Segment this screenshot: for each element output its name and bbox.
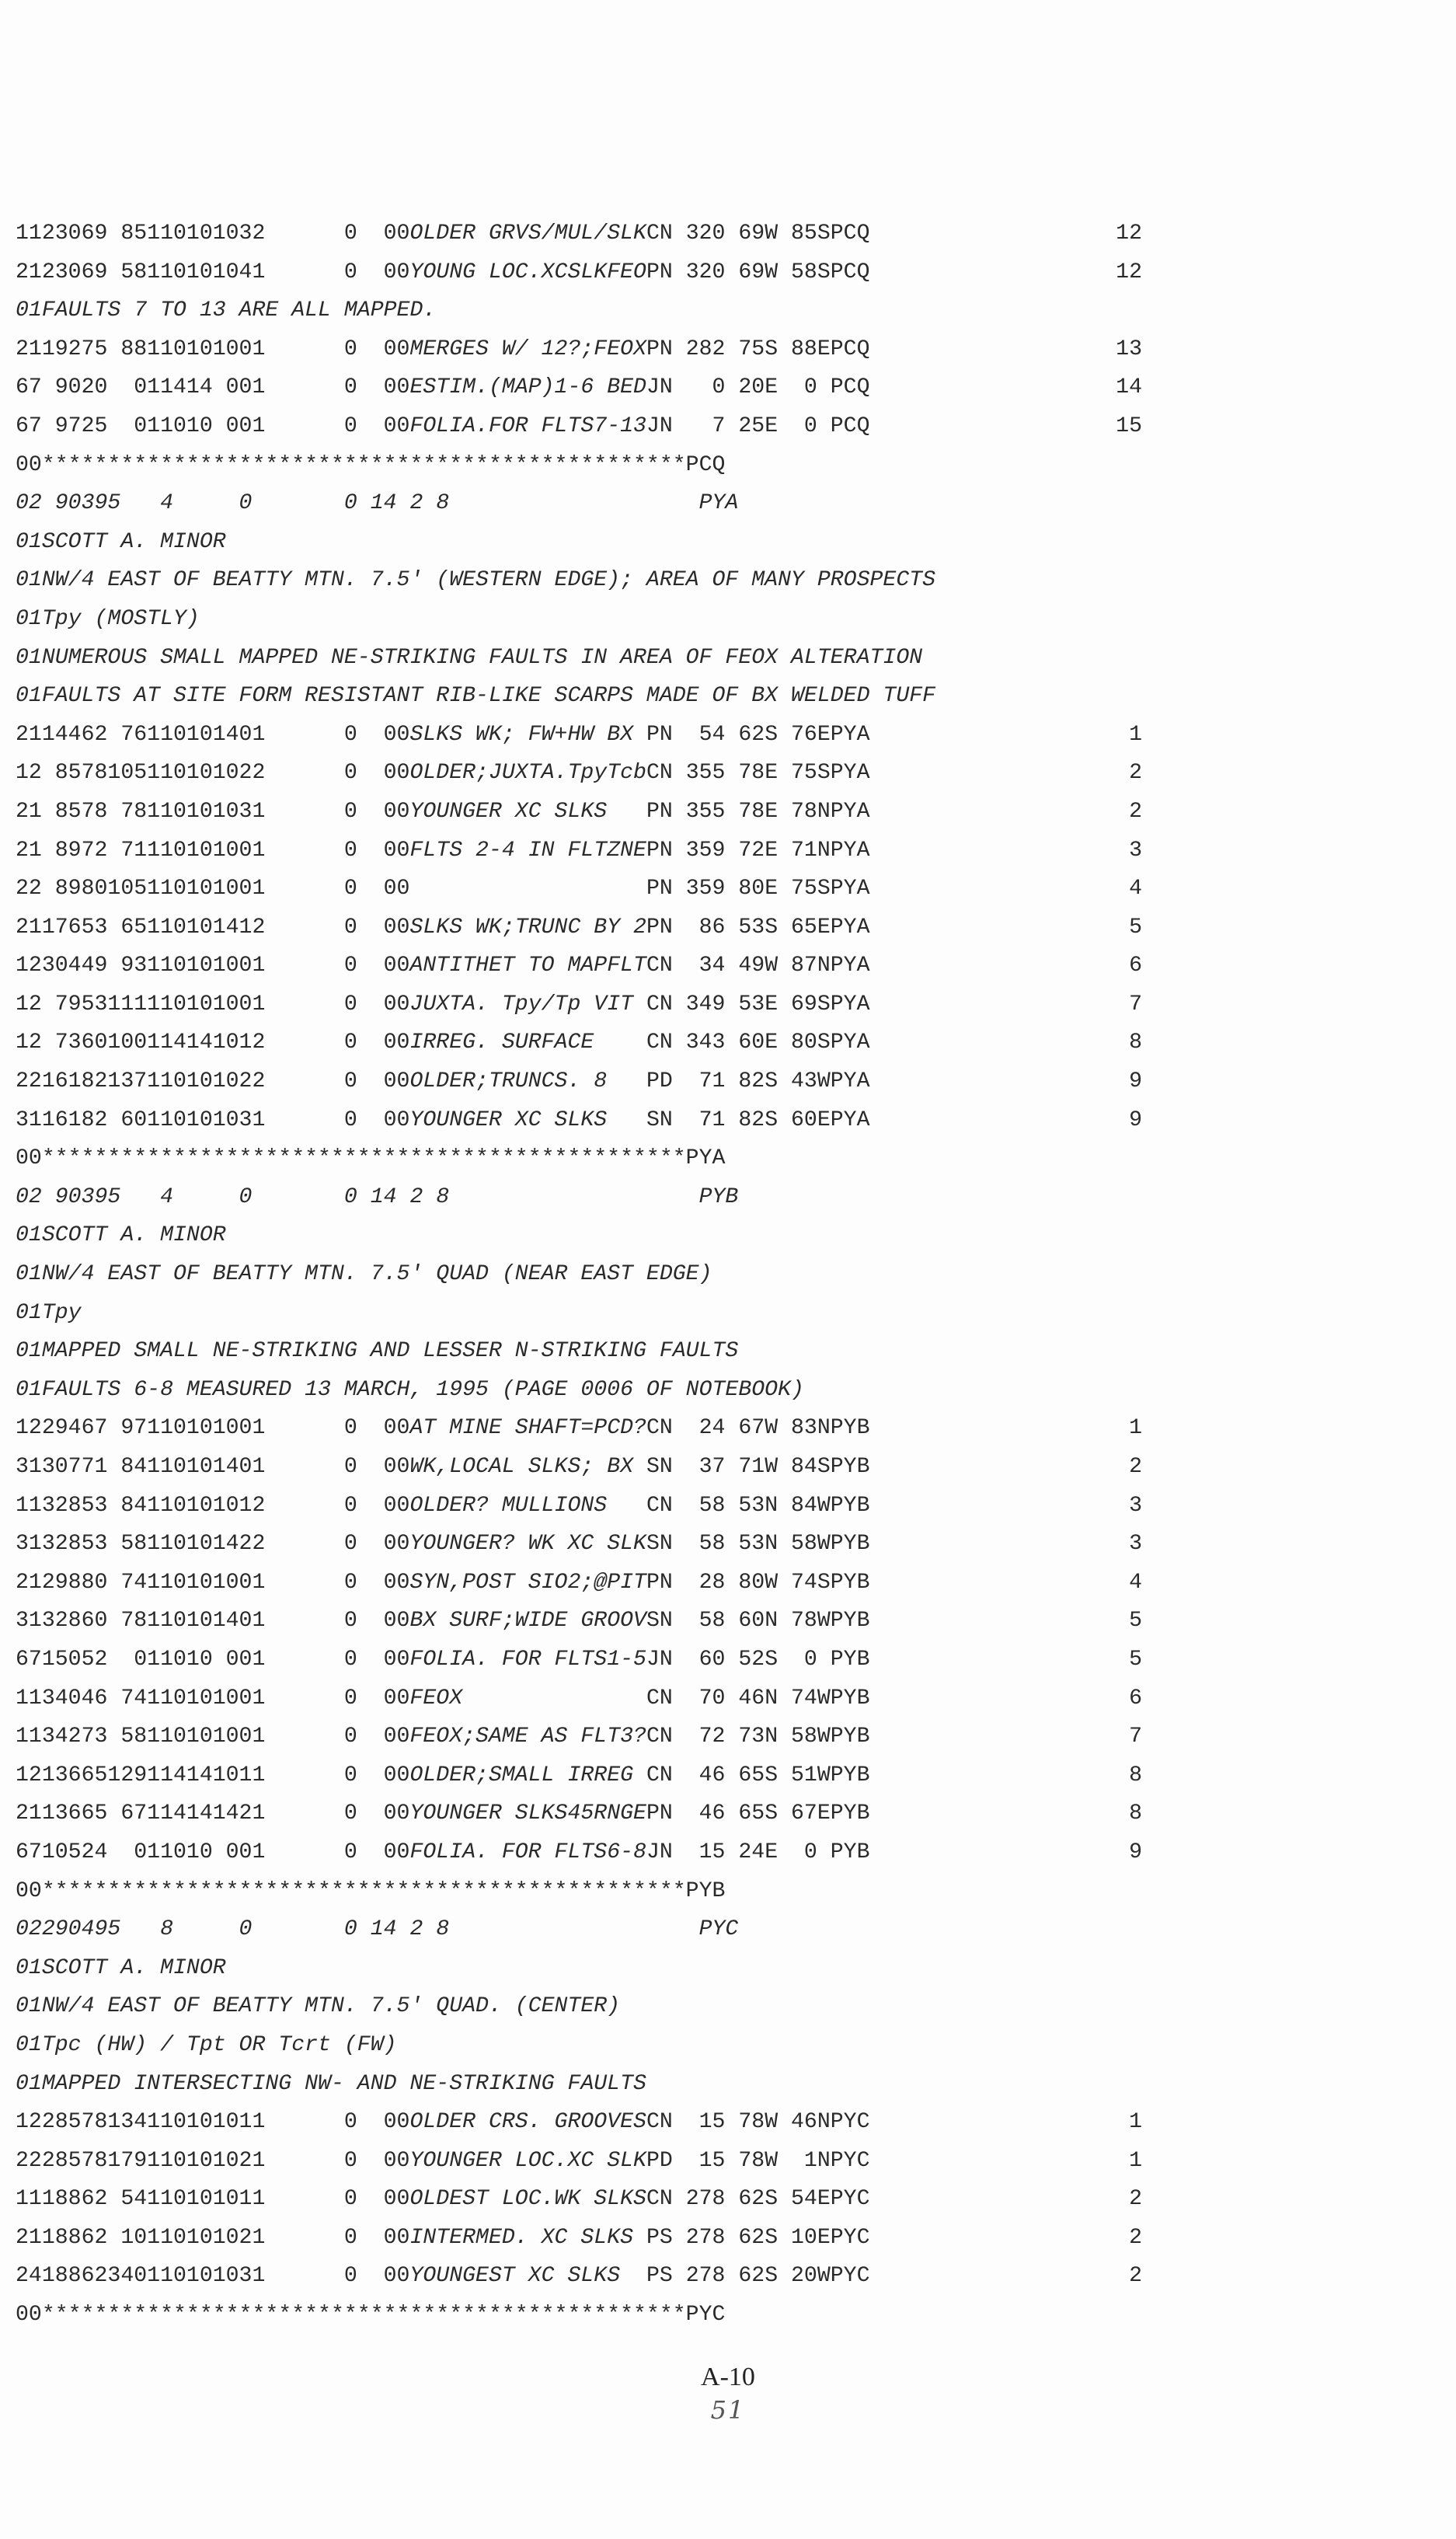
record-orientation: CN 24 67W 83NPYB (646, 1416, 870, 1441)
fault-record-row (16, 1525, 1142, 1564)
fault-number: 3 (1129, 1532, 1142, 1557)
record-codes: 2113665 67114141421 0 00 (16, 1801, 410, 1826)
fault-record-row (16, 1024, 1142, 1062)
comment-line: 01SCOTT A. MINOR (16, 1955, 226, 1980)
fault-number: 4 (1129, 1570, 1142, 1595)
fault-number: 2 (1129, 2225, 1142, 2250)
fault-data-listing (16, 214, 1142, 2335)
record-description: YOUNGER XC SLKS (409, 1107, 646, 1132)
record-codes: 1229467 97110101001 0 00 (16, 1416, 410, 1441)
record-orientation: JN 0 20E 0 PCQ (646, 375, 870, 400)
fault-number: 6 (1129, 1686, 1142, 1711)
fault-number: 8 (1129, 1801, 1142, 1826)
fault-number: 1 (1129, 1416, 1142, 1441)
record-orientation: JN 7 25E 0 PCQ (646, 413, 870, 438)
record-orientation: CN 320 69W 85SPCQ (646, 221, 870, 246)
record-orientation: PN 359 80E 75SPYA (646, 877, 870, 902)
record-description: FOLIA. FOR FLTS6-8 (409, 1840, 646, 1864)
fault-number: 9 (1129, 1840, 1142, 1864)
fault-record-row (16, 1794, 1142, 1833)
record-orientation: JN 15 24E 0 PYB (646, 1840, 870, 1864)
separator-line: 00*************************************************PCQ (16, 452, 726, 477)
fault-record-row (16, 407, 1142, 446)
record-description: JUXTA. Tpy/Tp VIT (409, 992, 646, 1017)
record-orientation: PS 278 62S 20WPYC (646, 2264, 870, 2289)
record-orientation: CN 15 78W 46NPYC (646, 2110, 870, 2135)
record-description: AT MINE SHAFT=PCD? (409, 1416, 646, 1441)
fault-number: 3 (1129, 838, 1142, 863)
comment-line: 01FAULTS AT SITE FORM RESISTANT RIB-LIKE SCARPS MADE OF BX WELDED TUFF (16, 684, 936, 709)
fault-number: 5 (1129, 915, 1142, 940)
record-description (409, 877, 646, 901)
comment-line: 01Tpy (16, 1300, 82, 1325)
record-description: OLDER;TRUNCS. 8 (409, 1069, 646, 1094)
fault-number: 1 (1129, 722, 1142, 747)
record-description: OLDEST LOC.WK SLKS (409, 2187, 646, 2212)
fault-record-row (16, 2219, 1142, 2258)
record-codes: 12 7360100114141012 0 00 (16, 1031, 410, 1055)
record-codes: 67 9725 011010 001 0 00 (16, 413, 410, 438)
record-description: INTERMED. XC SLKS (409, 2225, 646, 2250)
record-description: YOUNG LOC.XCSLKFEO (409, 260, 646, 284)
record-orientation: PN 359 72E 71NPYA (646, 838, 870, 863)
record-orientation: PN 86 53S 65EPYA (646, 915, 870, 940)
record-orientation: SN 71 82S 60EPYA (646, 1107, 870, 1132)
fault-number: 14 (1116, 375, 1142, 400)
fault-record-row (16, 793, 1142, 832)
record-description: OLDER;SMALL IRREG (409, 1763, 646, 1787)
fault-record-row (16, 754, 1142, 793)
fault-number: 7 (1129, 1725, 1142, 1749)
fault-record-row (16, 1718, 1142, 1756)
record-description: OLDER GRVS/MUL/SLK (409, 221, 646, 246)
fault-number: 12 (1116, 221, 1142, 246)
fault-number: 1 (1129, 2110, 1142, 2135)
fault-record-row (16, 2180, 1142, 2219)
record-orientation: PN 54 62S 76EPYA (646, 722, 870, 747)
record-codes: 2118862 10110101021 0 00 (16, 2225, 410, 2250)
record-codes: 2114462 76110101401 0 00 (16, 722, 410, 747)
record-description: YOUNGER? WK XC SLK (409, 1532, 646, 1557)
record-codes: 1230449 93110101001 0 00 (16, 954, 410, 978)
fault-record-row (16, 985, 1142, 1024)
fault-record-row (16, 947, 1142, 985)
fault-number: 6 (1129, 954, 1142, 978)
fault-record-row (16, 253, 1142, 292)
fault-record-row (16, 1833, 1142, 1872)
record-orientation: PD 15 78W 1NPYC (646, 2148, 870, 2173)
record-orientation: CN 278 62S 54EPYC (646, 2187, 870, 2212)
record-codes: 2129880 74110101001 0 00 (16, 1570, 410, 1595)
record-orientation: SN 58 53N 58WPYB (646, 1532, 870, 1557)
record-orientation: PN 355 78E 78NPYA (646, 799, 870, 824)
record-codes: 1228578134110101011 0 00 (16, 2110, 410, 2135)
comment-line: 02290495 8 0 0 14 2 8 PYC (16, 1917, 739, 1942)
fault-record-row (16, 716, 1142, 755)
handwritten-page-note: 51 (710, 2395, 746, 2425)
fault-record-row (16, 1679, 1142, 1718)
fault-number: 13 (1116, 337, 1142, 361)
record-orientation: CN 34 49W 87NPYA (646, 954, 870, 978)
record-description: SYN,POST SIO2;@PIT (409, 1570, 646, 1595)
comment-line: 02 90395 4 0 0 14 2 8 PYB (16, 1184, 739, 1209)
record-description: OLDER CRS. GROOVES (409, 2110, 646, 2135)
record-orientation: CN 70 46N 74WPYB (646, 1686, 870, 1711)
record-description: YOUNGER XC SLKS (409, 799, 646, 824)
record-orientation: CN 343 60E 80SPYA (646, 1031, 870, 1055)
record-orientation: CN 58 53N 84WPYB (646, 1493, 870, 1518)
comment-line: 01Tpc (HW) / Tpt OR Tcrt (FW) (16, 2032, 397, 2057)
record-description: YOUNGER LOC.XC SLK (409, 2148, 646, 2173)
record-codes: 2119275 88110101001 0 00 (16, 337, 410, 361)
record-orientation: JN 60 52S 0 PYB (646, 1647, 870, 1672)
record-codes: 2418862340110101031 0 00 (16, 2264, 410, 2289)
record-orientation: CN 355 78E 75SPYA (646, 761, 870, 786)
comment-line: 01FAULTS 6-8 MEASURED 13 MARCH, 1995 (PAGE 0006 OF NOTEBOOK) (16, 1377, 804, 1402)
comment-line: 01NW/4 EAST OF BEATTY MTN. 7.5' QUAD (NEAR EAST EDGE) (16, 1262, 712, 1287)
record-codes: 22 8980105110101001 0 00 (16, 877, 410, 902)
record-description: FOLIA. FOR FLTS1-5 (409, 1647, 646, 1672)
record-codes: 6710524 011010 001 0 00 (16, 1840, 410, 1864)
fault-number: 9 (1129, 1107, 1142, 1132)
record-description: FEOX;SAME AS FLT3? (409, 1725, 646, 1749)
fault-record-row (16, 1602, 1142, 1641)
fault-number: 5 (1129, 1609, 1142, 1634)
record-orientation: CN 349 53E 69SPYA (646, 992, 870, 1017)
record-description: OLDER? MULLIONS (409, 1493, 646, 1518)
fault-number: 9 (1129, 1069, 1142, 1094)
comment-line: 02 90395 4 0 0 14 2 8 PYA (16, 491, 739, 516)
separator-line: 00*************************************************PYC (16, 2303, 726, 2328)
record-codes: 21 8578 78110101031 0 00 (16, 799, 410, 824)
record-codes: 12 8578105110101022 0 00 (16, 761, 410, 786)
record-codes: 3116182 60110101031 0 00 (16, 1107, 410, 1132)
fault-record-row (16, 330, 1142, 369)
fault-number: 2 (1129, 761, 1142, 786)
comment-line: 01NW/4 EAST OF BEATTY MTN. 7.5' (WESTERN EDGE); AREA OF MANY PROSPECTS (16, 568, 936, 593)
record-codes: 21 8972 71110101001 0 00 (16, 838, 410, 863)
fault-record-row (16, 214, 1142, 253)
comment-line: 01SCOTT A. MINOR (16, 1223, 226, 1248)
fault-record-row (16, 1487, 1142, 1526)
record-description: WK,LOCAL SLKS; BX (409, 1455, 646, 1479)
record-codes: 2216182137110101022 0 00 (16, 1069, 410, 1094)
record-description: ANTITHET TO MAPFLT (409, 954, 646, 978)
record-codes: 3132853 58110101422 0 00 (16, 1532, 410, 1557)
comment-line: 01NW/4 EAST OF BEATTY MTN. 7.5' QUAD. (CENTER) (16, 1994, 621, 2019)
fault-number: 5 (1129, 1647, 1142, 1672)
record-codes: 1132853 84110101012 0 00 (16, 1493, 410, 1518)
record-description: MERGES W/ 12?;FEOX (409, 337, 646, 361)
record-description: SLKS WK;TRUNC BY 2 (409, 915, 646, 940)
comment-line: 01MAPPED SMALL NE-STRIKING AND LESSER N-STRIKING FAULTS (16, 1339, 739, 1364)
record-orientation: CN 46 65S 51WPYB (646, 1763, 870, 1787)
record-description: YOUNGEST XC SLKS (409, 2264, 646, 2289)
fault-record-row (16, 368, 1142, 407)
record-orientation: SN 37 71W 84SPYB (646, 1455, 870, 1479)
fault-number: 2 (1129, 799, 1142, 824)
record-orientation: PN 46 65S 67EPYB (646, 1801, 870, 1826)
fault-number: 8 (1129, 1031, 1142, 1055)
fault-record-row (16, 1564, 1142, 1603)
record-description: SLKS WK; FW+HW BX (409, 722, 646, 747)
fault-number: 2 (1129, 1455, 1142, 1479)
record-description: FOLIA.FOR FLTS7-13 (409, 413, 646, 438)
comment-line: 01MAPPED INTERSECTING NW- AND NE-STRIKING FAULTS (16, 2071, 646, 2096)
record-codes: 2228578179110101021 0 00 (16, 2148, 410, 2173)
record-codes: 67 9020 011414 001 0 00 (16, 375, 410, 400)
record-codes: 3132860 78110101401 0 00 (16, 1609, 410, 1634)
separator-line: 00*************************************************PYA (16, 1146, 726, 1171)
comment-line: 01NUMEROUS SMALL MAPPED NE-STRIKING FAULTS IN AREA OF FEOX ALTERATION (16, 645, 923, 670)
fault-record-row (16, 1448, 1142, 1487)
comment-line: 01SCOTT A. MINOR (16, 529, 226, 554)
fault-number: 1 (1129, 2148, 1142, 2173)
record-orientation: SN 58 60N 78WPYB (646, 1609, 870, 1634)
fault-record-row (16, 870, 1142, 909)
fault-record-row (16, 1101, 1142, 1140)
fault-number: 8 (1129, 1763, 1142, 1787)
record-description: ESTIM.(MAP)1-6 BED (409, 375, 646, 400)
fault-record-row (16, 1756, 1142, 1795)
record-codes: 12 7953111110101001 0 00 (16, 992, 410, 1017)
record-codes: 1213665129114141011 0 00 (16, 1763, 410, 1787)
record-codes: 1123069 85110101032 0 00 (16, 221, 410, 246)
record-description: FLTS 2-4 IN FLTZNE (409, 838, 646, 863)
fault-number: 7 (1129, 992, 1142, 1017)
record-orientation: PN 282 75S 88EPCQ (646, 337, 870, 361)
record-description: OLDER;JUXTA.TpyTcb (409, 761, 646, 786)
fault-number: 15 (1116, 413, 1142, 438)
comment-line: 01FAULTS 7 TO 13 ARE ALL MAPPED. (16, 298, 437, 323)
fault-record-row (16, 2142, 1142, 2181)
record-description: BX SURF;WIDE GROOV (409, 1609, 646, 1634)
fault-record-row (16, 1062, 1142, 1101)
fault-number: 2 (1129, 2187, 1142, 2212)
record-codes: 1118862 54110101011 0 00 (16, 2187, 410, 2212)
record-codes: 6715052 011010 001 0 00 (16, 1647, 410, 1672)
fault-record-row (16, 909, 1142, 947)
fault-record-row (16, 1641, 1142, 1679)
record-description: FEOX (409, 1686, 646, 1711)
record-orientation: PD 71 82S 43WPYA (646, 1069, 870, 1094)
fault-record-row (16, 2257, 1142, 2296)
record-codes: 3130771 84110101401 0 00 (16, 1455, 410, 1479)
record-description: YOUNGER SLKS45RNGE (409, 1801, 646, 1826)
fault-number: 4 (1129, 877, 1142, 902)
fault-number: 3 (1129, 1493, 1142, 1518)
comment-line: 01Tpy (MOSTLY) (16, 606, 200, 631)
record-codes: 2117653 65110101412 0 00 (16, 915, 410, 940)
fault-record-row (16, 832, 1142, 870)
record-codes: 2123069 58110101041 0 00 (16, 260, 410, 284)
fault-record-row (16, 1409, 1142, 1448)
page-number: A-10 (701, 2363, 755, 2391)
fault-number: 12 (1116, 260, 1142, 284)
record-codes: 1134273 58110101001 0 00 (16, 1725, 410, 1749)
record-orientation: PS 278 62S 10EPYC (646, 2225, 870, 2250)
separator-line: 00*************************************************PYB (16, 1878, 726, 1903)
record-orientation: CN 72 73N 58WPYB (646, 1725, 870, 1749)
record-description: IRREG. SURFACE (409, 1031, 646, 1055)
fault-number: 2 (1129, 2264, 1142, 2289)
fault-record-row (16, 2103, 1142, 2142)
record-orientation: PN 28 80W 74SPYB (646, 1570, 870, 1595)
record-codes: 1134046 74110101001 0 00 (16, 1686, 410, 1711)
record-orientation: PN 320 69W 58SPCQ (646, 260, 870, 284)
